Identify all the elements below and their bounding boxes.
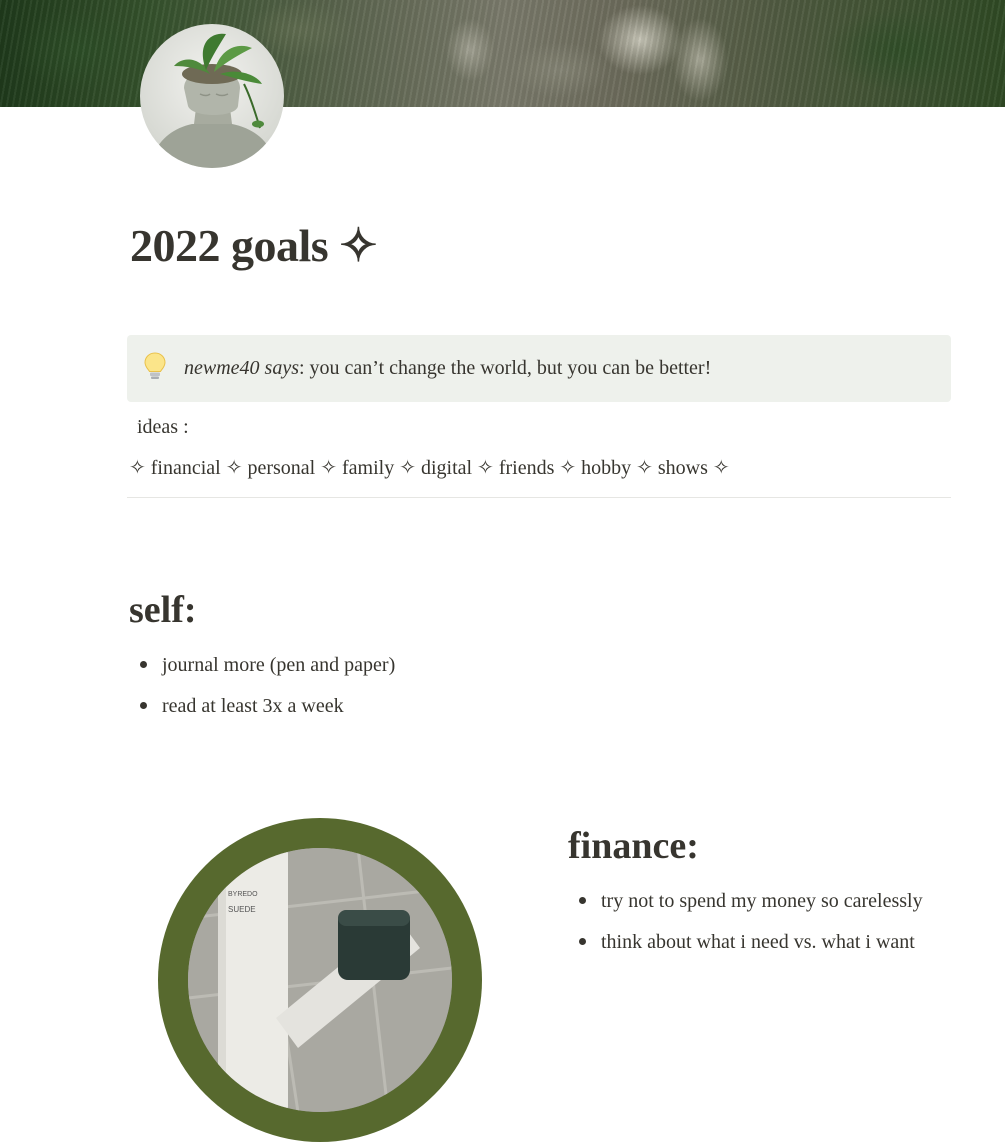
bullet-icon: [579, 938, 586, 945]
svg-text:SUEDE: SUEDE: [228, 905, 256, 914]
divider: [127, 497, 951, 498]
plant-head-statue-icon: [140, 24, 284, 168]
list-item-text: read at least 3x a week: [162, 695, 344, 717]
list-item[interactable]: [130, 652, 395, 693]
list-item[interactable]: [569, 888, 923, 929]
skincare-products-image: [188, 848, 452, 1112]
finance-list: [569, 888, 923, 970]
callout-author: newme40 says: [184, 357, 299, 379]
list-item-text: think about what i need vs. what i want: [601, 931, 915, 953]
ideas-label[interactable]: ideas :: [137, 416, 189, 438]
svg-text:BYREDO: BYREDO: [228, 891, 258, 898]
heading-finance[interactable]: finance:: [568, 825, 699, 867]
callout-block[interactable]: [127, 335, 951, 402]
list-item-text: journal more (pen and paper): [162, 654, 396, 676]
page-icon[interactable]: [140, 24, 284, 168]
bullet-icon: [140, 702, 147, 709]
heading-self[interactable]: self:: [129, 589, 197, 631]
finance-image[interactable]: [158, 818, 482, 1142]
bullet-icon: [140, 661, 147, 668]
page-title[interactable]: 2022 goals ✧: [130, 220, 378, 271]
bullet-icon: [579, 897, 586, 904]
callout-message: : you can’t change the world, but you can be better!: [298, 357, 712, 379]
callout-text: [184, 355, 711, 381]
self-list: [130, 652, 395, 734]
ideas-list-line[interactable]: ✧ financial ✧ personal ✧ family ✧ digital ✧ friends ✧ hobby ✧ shows ✧: [129, 457, 730, 479]
list-item-text: try not to spend my money so carelessly: [601, 890, 923, 912]
list-item[interactable]: [130, 693, 395, 734]
lightbulb-icon[interactable]: [143, 351, 167, 381]
